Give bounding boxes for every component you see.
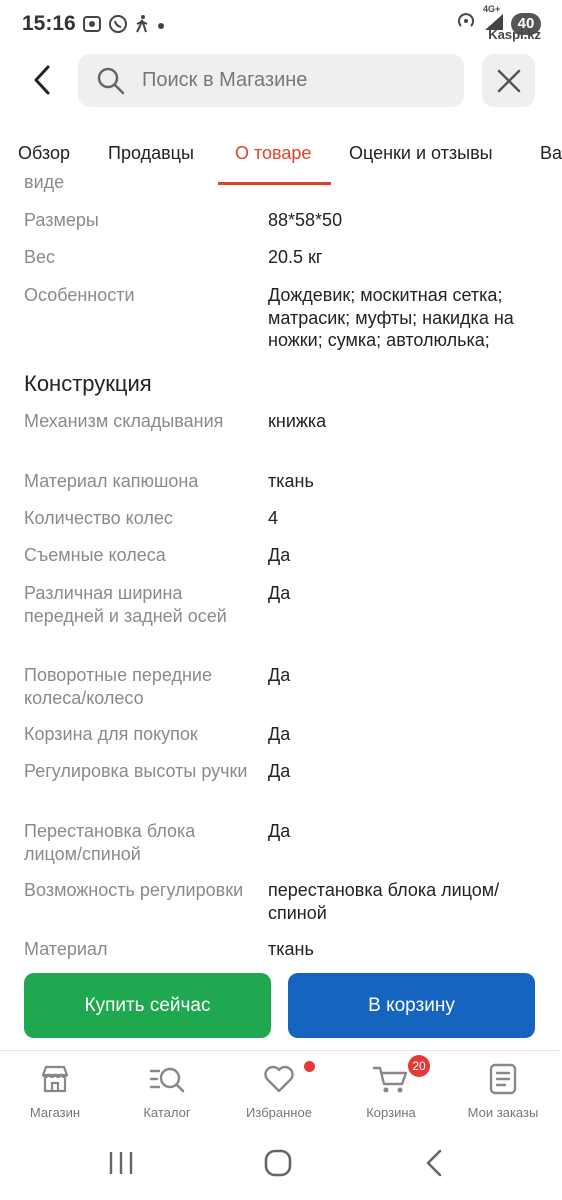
network-type: 4G+ (483, 4, 501, 14)
tab-about-product[interactable]: О товаре (235, 143, 312, 163)
search-icon (96, 66, 126, 101)
spec-key: Количество колес (24, 508, 173, 528)
spec-key: Поворотные передние колеса/колесо (24, 665, 212, 708)
product-specs[interactable] (0, 172, 559, 966)
close-icon (496, 68, 522, 94)
spec-key: Вес (24, 247, 56, 267)
search-bar[interactable] (78, 54, 464, 107)
spec-value: Да (268, 761, 291, 781)
heart-icon (229, 1061, 329, 1097)
cart-icon (341, 1061, 441, 1097)
spec-value: Да (268, 724, 291, 744)
nav-label: Избранное (246, 1105, 312, 1120)
home-button[interactable] (263, 1148, 293, 1183)
back-arrow-icon (420, 1148, 450, 1178)
tab-sellers[interactable]: Продавцы (108, 143, 194, 163)
spec-value: книжка (268, 411, 327, 431)
spec-value: Да (268, 583, 291, 603)
spec-key: Возможность регулировки (24, 880, 244, 900)
nav-label: Мои заказы (467, 1105, 539, 1120)
screenshot-icon (82, 14, 102, 39)
buy-now-button[interactable]: Купить сейчас (24, 973, 271, 1038)
spec-value: Да (268, 821, 291, 841)
bottom-navigation (0, 1050, 559, 1128)
section-title: Конструкция (24, 371, 152, 396)
spec-value: Дождевик; москитная сетка; матрасик; муфты; накидка на ножки; сумка; автолюлька; (268, 285, 514, 350)
spec-value: ткань (268, 939, 314, 959)
status-time: 15:16 (22, 12, 76, 35)
system-navigation (0, 1130, 559, 1200)
back-button[interactable] (22, 60, 62, 100)
dot-icon (156, 18, 166, 36)
search-input[interactable] (142, 54, 452, 107)
spec-value: ткань (268, 471, 314, 491)
hotspot-icon (455, 10, 477, 37)
battery-icon: 40 (511, 13, 541, 35)
spec-key: Регулировка высоты ручки (24, 761, 248, 781)
store-icon (5, 1061, 105, 1097)
status-bar (0, 0, 559, 50)
spec-key: Материал капюшона (24, 471, 199, 491)
nav-cart[interactable] (341, 1061, 441, 1120)
spec-value: Да (268, 545, 291, 565)
nav-label: Каталог (143, 1105, 191, 1120)
chevron-left-icon (30, 64, 54, 96)
tab-overview[interactable]: Обзор (18, 143, 70, 163)
clipped-spec-label: виде (24, 172, 65, 192)
home-icon (263, 1148, 293, 1178)
tab-reviews[interactable]: Оценки и отзывы (349, 143, 493, 163)
spec-key: Механизм складывания (24, 411, 224, 431)
spec-key: Материал (24, 939, 108, 959)
close-button[interactable] (482, 54, 535, 107)
spec-value: 4 (268, 508, 279, 528)
whatsapp-icon (108, 14, 128, 39)
spec-value: перестановка блока лицом/спиной (268, 880, 500, 923)
nav-store[interactable] (5, 1061, 105, 1120)
system-back-button[interactable] (420, 1148, 450, 1183)
spec-key: Различная ширина передней и задней осей (24, 583, 227, 626)
cart-badge: 20 (408, 1055, 430, 1077)
status-notification-icons (82, 14, 166, 39)
notification-dot (304, 1061, 315, 1072)
spec-key: Съемные колеса (24, 545, 166, 565)
nav-favorites[interactable] (229, 1061, 329, 1120)
nav-orders[interactable] (453, 1061, 553, 1120)
spec-value: Да (268, 665, 291, 685)
walking-icon (134, 14, 150, 39)
spec-key: Размеры (24, 210, 99, 230)
spec-value: 88*58*50 (268, 210, 343, 230)
catalog-search-icon (117, 1061, 217, 1097)
recent-apps-icon (106, 1148, 136, 1178)
tab-more[interactable]: Ва (540, 143, 562, 163)
active-tab-indicator (218, 182, 331, 185)
tab-bar (0, 128, 562, 186)
add-to-cart-button[interactable]: В корзину (288, 973, 535, 1038)
orders-icon (453, 1061, 553, 1097)
spec-value: 20.5 кг (268, 247, 323, 267)
spec-key: Корзина для покупок (24, 724, 198, 744)
recent-apps-button[interactable] (106, 1148, 136, 1183)
nav-catalog[interactable] (117, 1061, 217, 1120)
nav-label: Корзина (366, 1105, 416, 1120)
spec-key: Особенности (24, 285, 135, 305)
watermark: Kaspi.kz (488, 27, 541, 42)
nav-label: Магазин (29, 1105, 81, 1120)
spec-key: Перестановка блока лицом/спиной (24, 821, 196, 864)
